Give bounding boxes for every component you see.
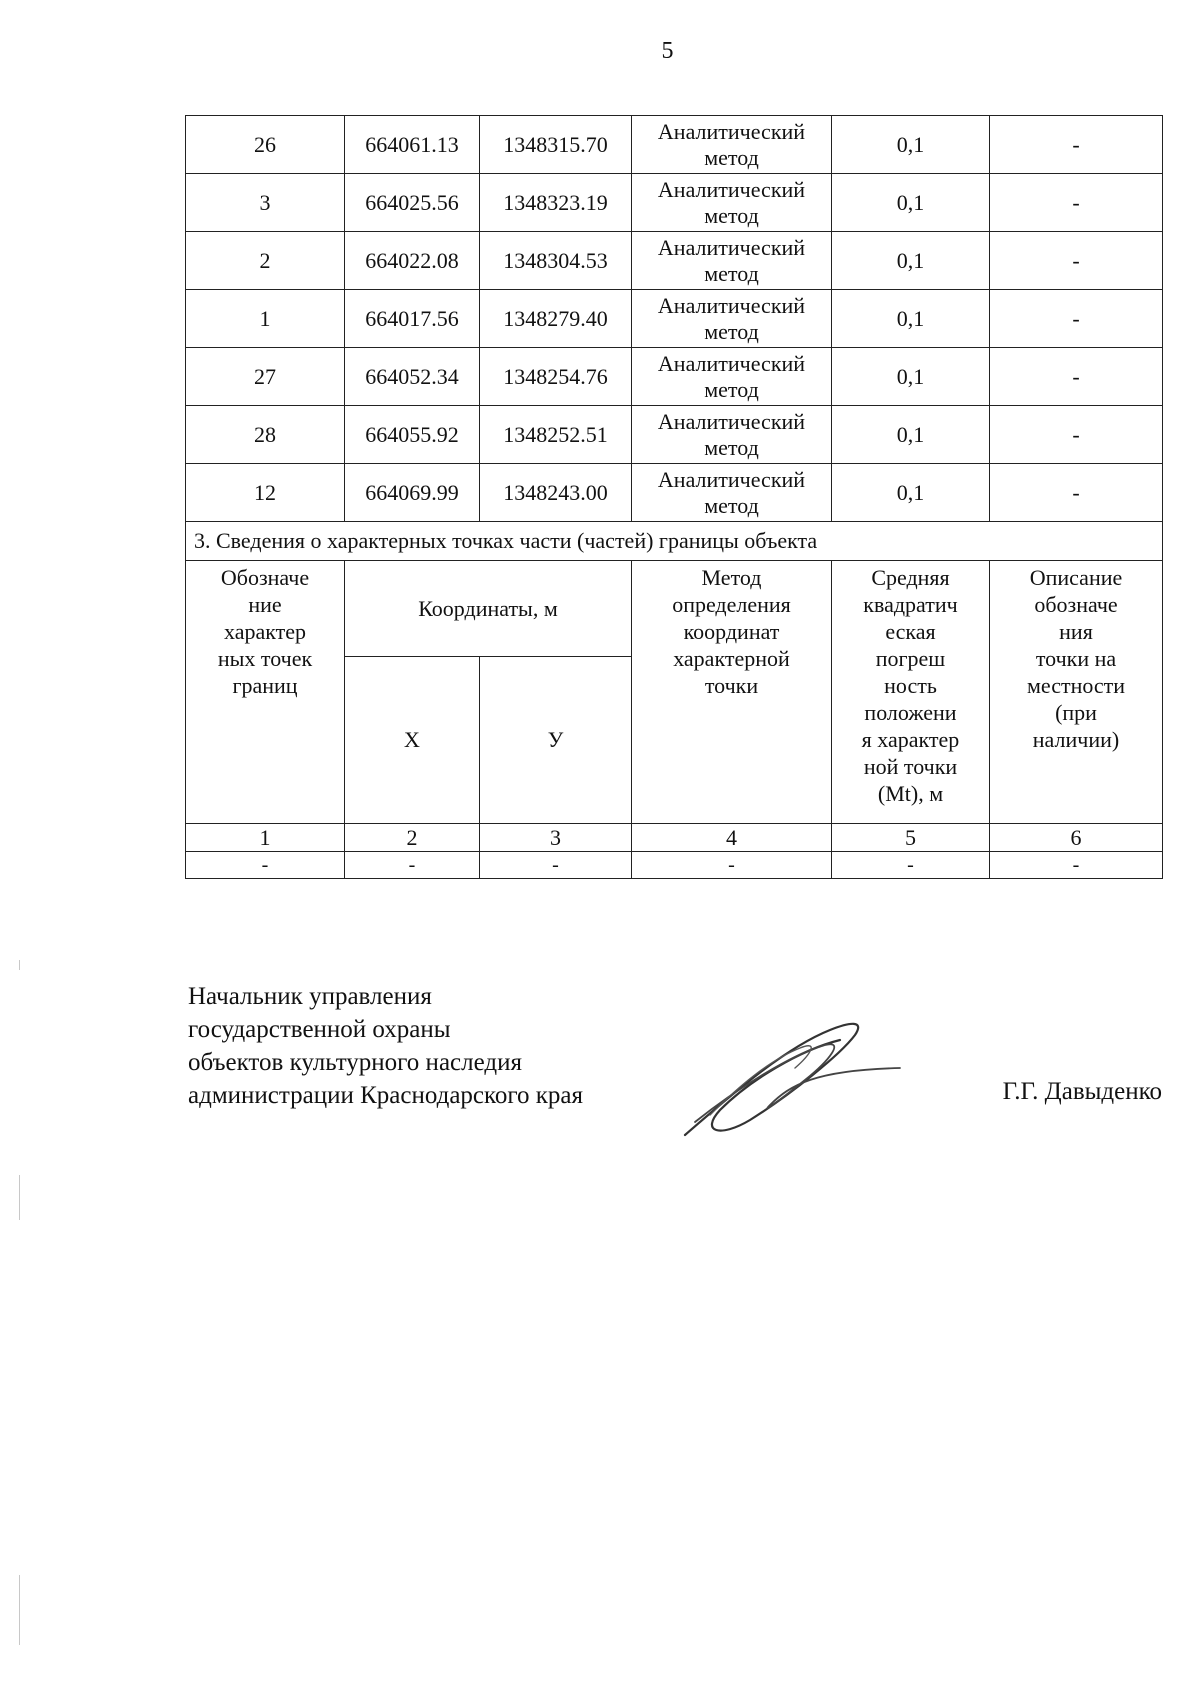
description: - <box>990 464 1163 522</box>
point-id: 1 <box>186 290 345 348</box>
mean-error: 0,1 <box>832 406 990 464</box>
coord-y: 1348252.51 <box>480 406 632 464</box>
method: Аналитический метод <box>632 116 832 174</box>
empty-cell: - <box>990 852 1163 879</box>
signatory-line: Начальник управления <box>188 983 432 1010</box>
coord-x: 664017.56 <box>345 290 480 348</box>
empty-cell: - <box>345 852 480 879</box>
header-y: У <box>480 657 632 824</box>
signatory-line: администрации Краснодарского края <box>188 1082 584 1109</box>
signatory-line: объектов культурного наследия <box>188 1049 522 1076</box>
scan-artifact <box>19 1175 20 1220</box>
description: - <box>990 290 1163 348</box>
coord-y: 1348254.76 <box>480 348 632 406</box>
table-row <box>186 174 1163 232</box>
coord-y: 1348315.70 <box>480 116 632 174</box>
signatory-line: государственной охраны <box>188 1016 451 1043</box>
table-row <box>186 116 1163 174</box>
coord-x: 664025.56 <box>345 174 480 232</box>
mean-error: 0,1 <box>832 464 990 522</box>
mean-error: 0,1 <box>832 290 990 348</box>
empty-cell: - <box>186 852 345 879</box>
empty-cell: - <box>832 852 990 879</box>
signatory-name: Г.Г. Давыденко <box>1002 1078 1162 1105</box>
method: Аналитический метод <box>632 290 832 348</box>
empty-cell: - <box>480 852 632 879</box>
coordinates-table <box>185 115 1163 879</box>
header-description: Описание обозначе ния точки на местности (при наличии) <box>990 561 1163 824</box>
column-number: 6 <box>990 824 1163 852</box>
column-number: 4 <box>632 824 832 852</box>
point-id: 28 <box>186 406 345 464</box>
coord-y: 1348304.53 <box>480 232 632 290</box>
table-body <box>186 116 1163 522</box>
empty-cell: - <box>632 852 832 879</box>
coord-x: 664069.99 <box>345 464 480 522</box>
header-point-designation: Обозначе ние характер ных точек границ <box>186 561 345 824</box>
mean-error: 0,1 <box>832 116 990 174</box>
mean-error: 0,1 <box>832 232 990 290</box>
page-number: 5 <box>661 38 674 64</box>
coord-x: 664055.92 <box>345 406 480 464</box>
coord-x: 664022.08 <box>345 232 480 290</box>
coord-x: 664052.34 <box>345 348 480 406</box>
description: - <box>990 348 1163 406</box>
point-id: 26 <box>186 116 345 174</box>
scan-artifact <box>19 1575 20 1645</box>
point-id: 3 <box>186 174 345 232</box>
coord-x: 664061.13 <box>345 116 480 174</box>
signatory-position <box>188 980 583 1112</box>
header-mean-error: Средняя квадратич еская погреш ность положени я характер ной точки (Mt), м <box>832 561 990 824</box>
coord-y: 1348279.40 <box>480 290 632 348</box>
section3 <box>186 522 1163 879</box>
description: - <box>990 232 1163 290</box>
method: Аналитический метод <box>632 406 832 464</box>
column-number: 2 <box>345 824 480 852</box>
scan-artifact <box>19 960 20 970</box>
description: - <box>990 116 1163 174</box>
table-row <box>186 464 1163 522</box>
description: - <box>990 406 1163 464</box>
handwritten-signature <box>680 1010 910 1140</box>
table-row <box>186 348 1163 406</box>
header-method: Метод определения координат характерной точки <box>632 561 832 824</box>
method: Аналитический метод <box>632 464 832 522</box>
table-row <box>186 232 1163 290</box>
table-row <box>186 290 1163 348</box>
mean-error: 0,1 <box>832 174 990 232</box>
column-number: 3 <box>480 824 632 852</box>
method: Аналитический метод <box>632 174 832 232</box>
point-id: 27 <box>186 348 345 406</box>
point-id: 2 <box>186 232 345 290</box>
coord-y: 1348323.19 <box>480 174 632 232</box>
header-x: Х <box>345 657 480 824</box>
method: Аналитический метод <box>632 348 832 406</box>
point-id: 12 <box>186 464 345 522</box>
column-number: 5 <box>832 824 990 852</box>
header-coordinates: Координаты, м <box>345 561 632 657</box>
description: - <box>990 174 1163 232</box>
table-row <box>186 406 1163 464</box>
section3-title: 3. Сведения о характерных точках части (частей) границы объекта <box>186 522 1163 561</box>
method: Аналитический метод <box>632 232 832 290</box>
mean-error: 0,1 <box>832 348 990 406</box>
column-number: 1 <box>186 824 345 852</box>
coord-y: 1348243.00 <box>480 464 632 522</box>
